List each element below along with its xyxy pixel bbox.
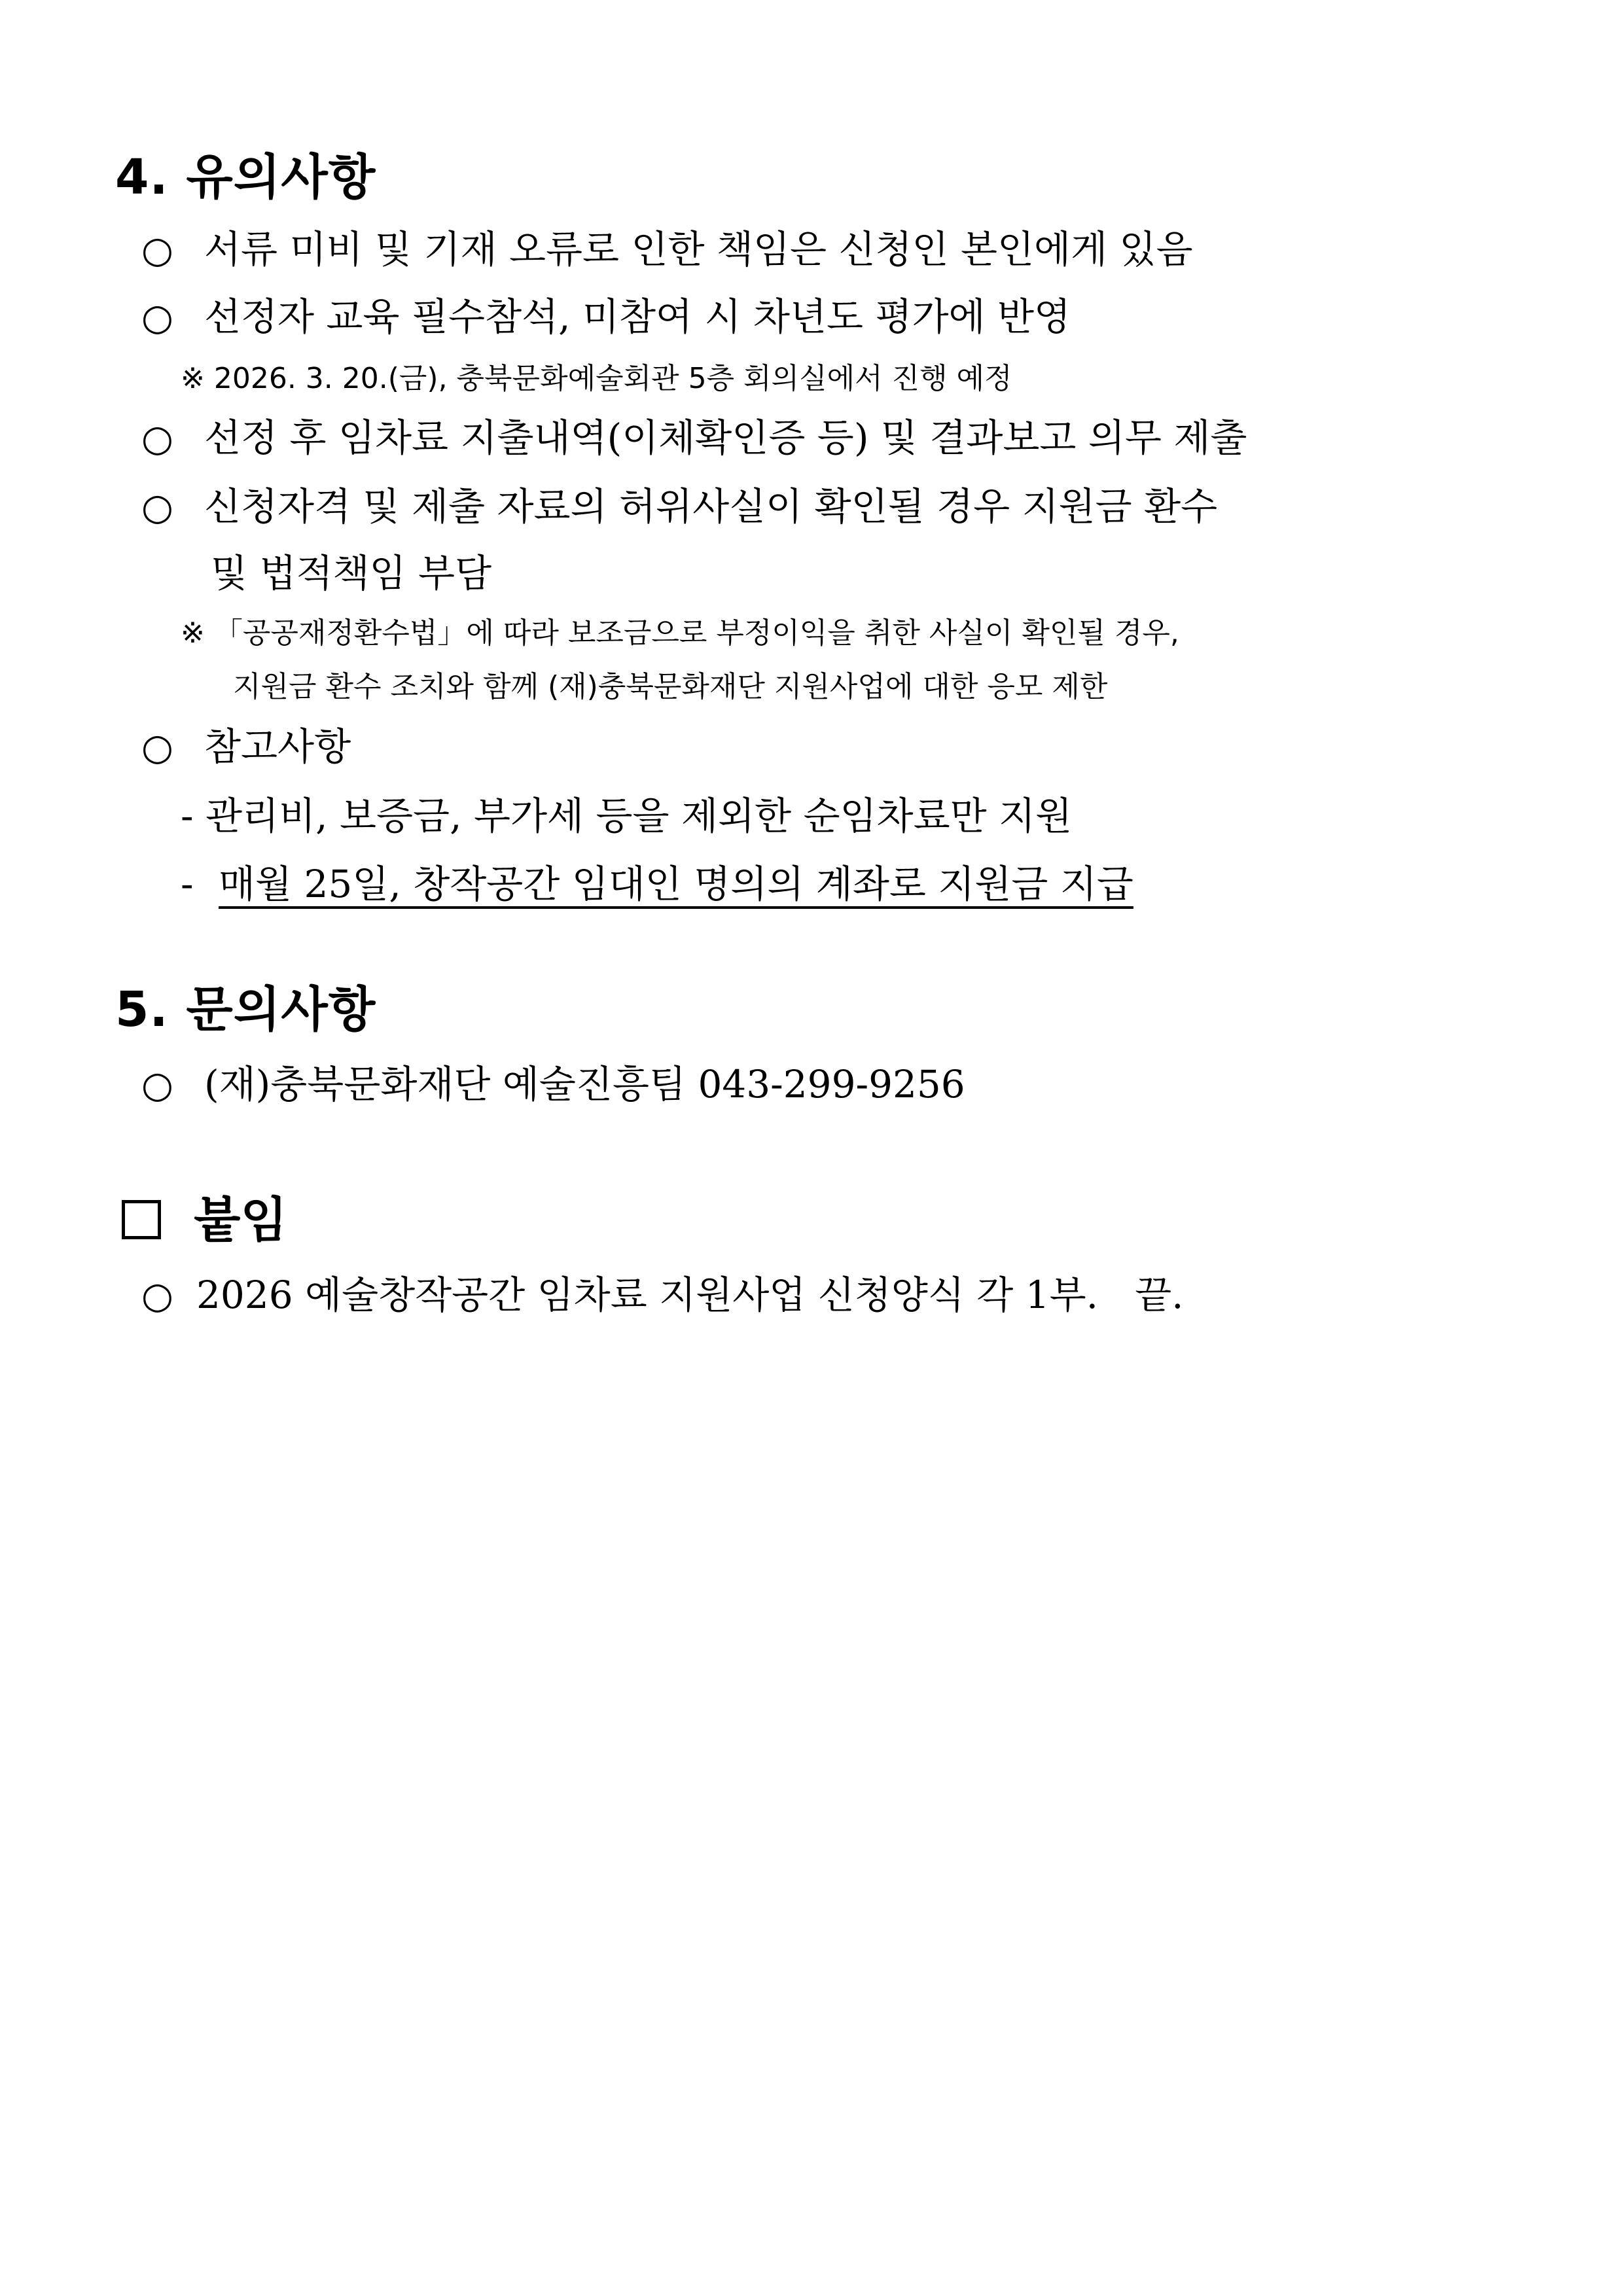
notice-note-2-line-2: 지원금 환수 조치와 함께 (재)충북문화재단 지원사업에 대한 응모 제한 [233, 670, 1108, 703]
circle-bullet-icon: ○ [141, 417, 173, 460]
notice-item-3 [141, 415, 1247, 460]
notice-item-4-continued: 및 법적책임 부담 [211, 551, 492, 595]
attachment-title: 붙임 [194, 1192, 287, 1248]
notice-note-1: ※ 2026. 3. 20.(금), 충북문화예술회관 5층 회의실에서 진행 예정 [181, 362, 1012, 395]
section-4-heading: 4. 유의사항 [115, 149, 376, 205]
circle-bullet-icon: ○ [141, 1064, 173, 1106]
circle-bullet-icon: ○ [141, 726, 173, 769]
end-mark: 끝. [1135, 1273, 1184, 1317]
attachment-item-text: 2026 예술창작공간 임차료 지원사업 신청양식 각 1부. [196, 1273, 1099, 1317]
notice-item-2 [141, 294, 1071, 339]
reference-sub-item-1: - 관리비, 보증금, 부가세 등을 제외한 순임차료만 지원 [181, 794, 1073, 838]
attachment-heading [122, 1192, 287, 1248]
contact-text: (재)충북문화재단 예술진흥팀 043-299-9256 [204, 1062, 965, 1106]
circle-bullet-icon: ○ [141, 229, 173, 272]
circle-bullet-icon: ○ [141, 296, 173, 339]
section-5-heading: 5. 문의사항 [115, 981, 376, 1038]
reference-sub-item-2 [181, 862, 1133, 906]
circle-bullet-icon: ○ [141, 1275, 173, 1317]
notice-item-1-text: 서류 미비 및 기재 오류로 인한 책임은 신청인 본인에게 있음 [204, 227, 1193, 272]
dash-marker: - [181, 862, 194, 906]
notice-item-2-text: 선정자 교육 필수참석, 미참여 시 차년도 평가에 반영 [204, 294, 1071, 339]
notice-item-5-text: 참고사항 [204, 724, 351, 769]
notice-item-4 [141, 484, 1218, 529]
circle-bullet-icon: ○ [141, 486, 173, 529]
attachment-item [141, 1273, 1184, 1317]
notice-item-3-text: 선정 후 임차료 지출내역(이체확인증 등) 및 결과보고 의무 제출 [204, 415, 1247, 460]
notice-item-1 [141, 227, 1193, 272]
contact-item [141, 1062, 965, 1106]
checkbox-icon [122, 1200, 161, 1239]
notice-note-2-line-1: ※ 「공공재정환수법」에 따라 보조금으로 부정이익을 취한 사실이 확인될 경우, [181, 616, 1179, 650]
notice-item-5 [141, 724, 351, 769]
reference-sub-item-2-text: 매월 25일, 창작공간 임대인 명의의 계좌로 지원금 지급 [219, 862, 1133, 906]
notice-item-4-text: 신청자격 및 제출 자료의 허위사실이 확인될 경우 지원금 환수 [204, 484, 1218, 529]
